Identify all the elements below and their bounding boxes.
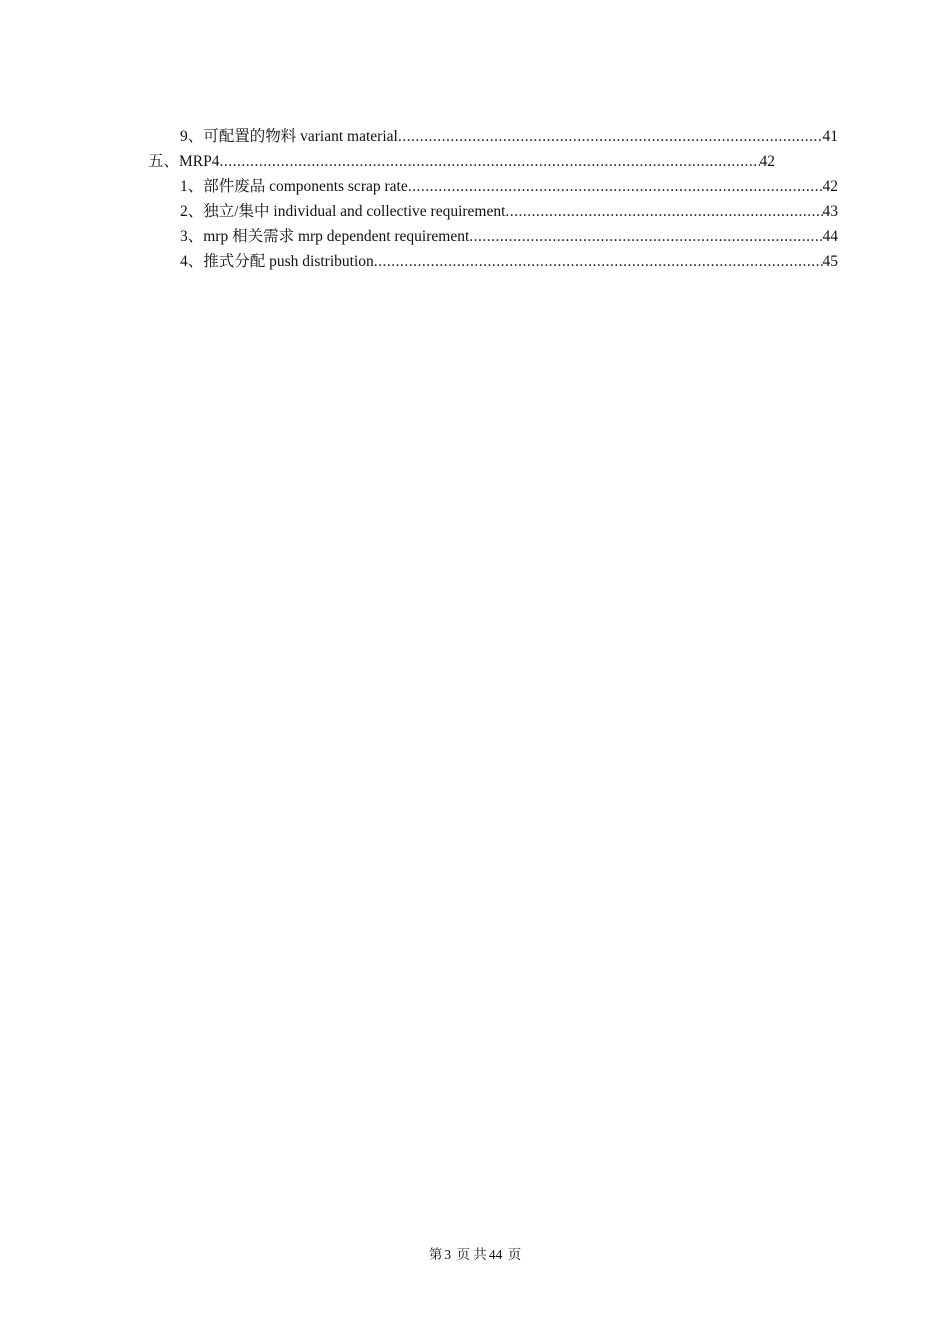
toc-entry-page: 44 (822, 228, 838, 245)
toc-entry-title: 9、可配置的物料 variant material (180, 128, 398, 145)
toc-entry-title: 1、部件废品 components scrap rate (180, 178, 408, 195)
table-of-contents (148, 124, 838, 274)
toc-dot-leader (408, 174, 823, 199)
toc-entry[interactable] (148, 249, 838, 274)
toc-entry-page: 45 (822, 253, 838, 270)
toc-dot-leader (398, 124, 823, 149)
toc-entry-page: 42 (822, 178, 838, 195)
footer-current-page: 3 (444, 1247, 452, 1262)
toc-entry-page: 43 (822, 203, 838, 220)
footer-middle: 页 共 (456, 1247, 487, 1262)
toc-dot-leader (469, 224, 822, 249)
toc-entry-title: 2、独立/集中 individual and collective requirement (180, 203, 506, 220)
footer-prefix: 第 (428, 1247, 443, 1262)
toc-section-entry[interactable] (148, 149, 775, 174)
toc-dot-leader (374, 249, 823, 274)
toc-dot-leader (220, 149, 760, 174)
toc-entry-title: 五、MRP4 (148, 153, 220, 170)
toc-entry[interactable] (148, 174, 838, 199)
toc-dot-leader (505, 199, 822, 224)
toc-entry-title: 3、mrp 相关需求 mrp dependent requirement (180, 228, 470, 245)
footer-total-pages: 44 (488, 1247, 503, 1262)
toc-entry[interactable] (148, 199, 838, 224)
toc-entry-title: 4、推式分配 push distribution (180, 253, 374, 270)
footer-suffix: 页 (507, 1247, 522, 1262)
page-footer (0, 1245, 950, 1265)
toc-entry[interactable] (148, 124, 838, 149)
toc-entry-page: 41 (822, 128, 838, 145)
toc-entry[interactable] (148, 224, 838, 249)
toc-entry-page: 42 (759, 153, 775, 170)
